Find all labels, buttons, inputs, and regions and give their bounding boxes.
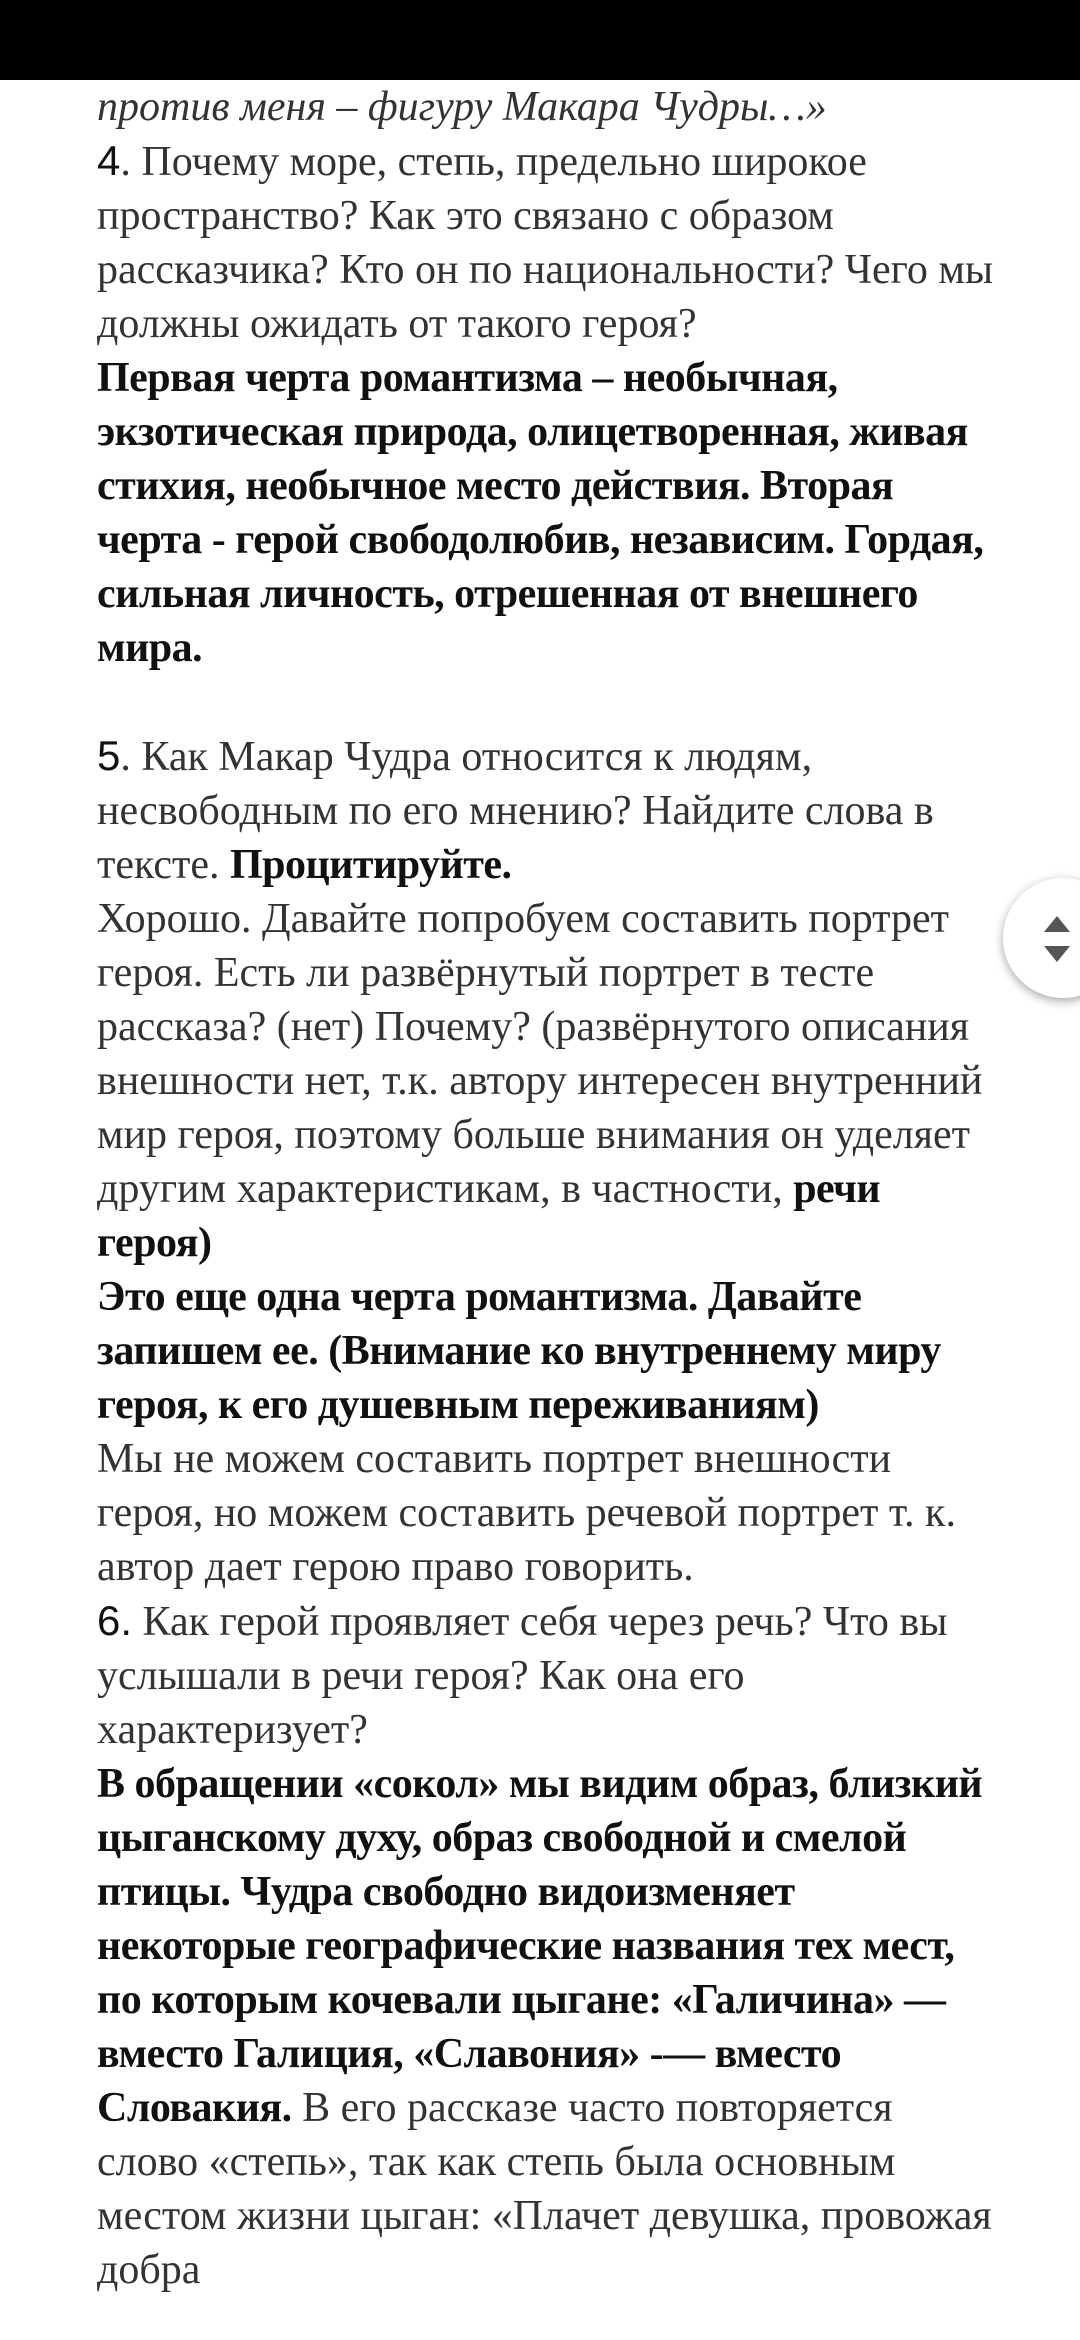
- question-text: . Как Макар Чудра относится к людям, несвободным по его мнению? Найдите слова в тексте.: [97, 734, 934, 888]
- fast-scroll-handle[interactable]: [1003, 878, 1080, 998]
- quote-task: Процитируйте.: [230, 842, 512, 888]
- falcon-analysis: [97, 1757, 997, 2297]
- portrait-discussion: [97, 892, 997, 1270]
- steppe-text: В его рассказе часто повторяется слово «степь», так как степь была основным местом жизни цыган: «Плачет девушка, провожая добра: [97, 2085, 992, 2293]
- question-6: [97, 1594, 997, 1757]
- document-body: [97, 80, 997, 2297]
- question-text: Как герой проявляет себя через речь? Что вы услышали в речи героя? Как она его характеризует?: [97, 1599, 948, 1753]
- question-number: 4: [97, 137, 121, 184]
- paragraph-gap: [97, 675, 997, 729]
- quote-end: против меня – фигуру Макара Чудры…»: [97, 84, 827, 130]
- question-text: . Почему море, степь, предельно широкое пространство? Как это связано с образом рассказчика? Кто он по национальности? Чего мы должны ожидать от такого героя?: [97, 139, 994, 347]
- question-number: 6.: [97, 1597, 133, 1644]
- speech-portrait-note: Мы не можем составить портрет внешности героя, но можем составить речевой портрет т. к. автор дает герою право говорить.: [97, 1436, 956, 1590]
- falcon-analysis-bold: В обращении «сокол» мы видим образ, близкий цыганскому духу, образ свободной и смелой птицы. Чудра свободно видоизменяет некоторые географические названия тех мест, по которым кочевали цыгане: «Галичина» — вместо Галиция, «Славония» -— вместо Словакия.: [97, 1761, 983, 2131]
- romanticism-traits-note: Первая черта романтизма – необычная, экзотическая природа, олицетворенная, живая стихия, необычное место действия. Вторая черта - герой свободолюбив, независим. Гордая, сильная личность, отрешенная от внешнего мира.: [97, 355, 984, 671]
- up-down-arrows-icon: [1043, 914, 1071, 964]
- portrait-text: Хорошо. Давайте попробуем составить портрет героя. Есть ли развёрнутый портрет в тесте рассказа? (нет) Почему? (развёрнутого описания внешности нет, т.к. автору интересен внутренний мир героя, поэтому больше внимания он уделяет другим характеристикам, в частности,: [97, 896, 983, 1212]
- status-bar: [0, 0, 1080, 80]
- question-number: 5: [97, 732, 121, 779]
- hero-speech-emphasis: речи героя): [97, 1166, 881, 1266]
- question-4: [97, 134, 997, 351]
- question-5: [97, 729, 997, 892]
- romanticism-inner-world-note: Это еще одна черта романтизма. Давайте запишем ее. (Внимание ко внутреннему миру героя, к его душевным переживаниям): [97, 1274, 941, 1428]
